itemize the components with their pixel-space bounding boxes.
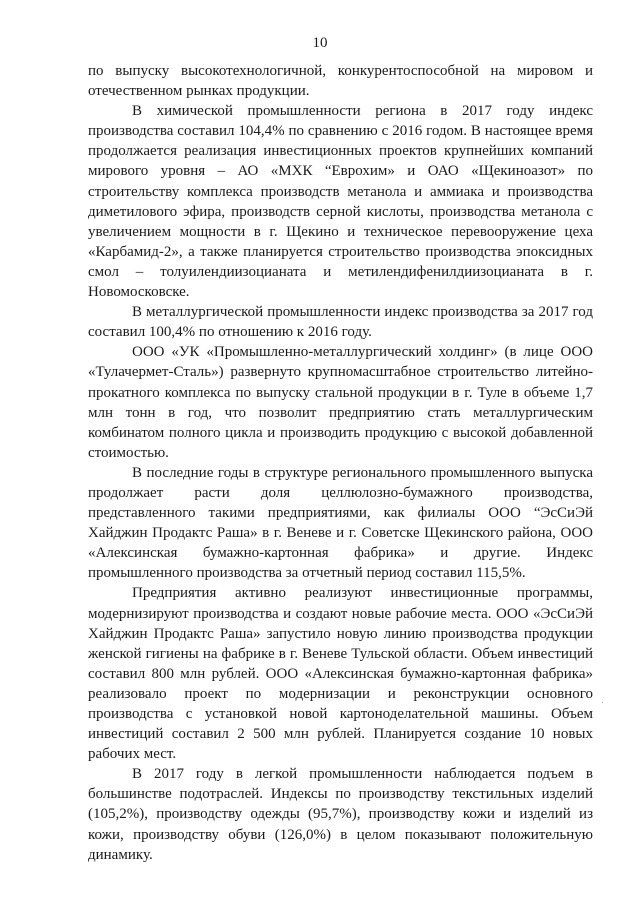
paragraph: В 2017 году в легкой промышленности наблюдается подъем в большинстве подотраслей. Индексы по производству текстильных изделий (105,2%), производству одежды (95,7%), производству кожи и изделий из кожи, производству обуви (126,0%) в целом показывают положительную динамику. bbox=[88, 766, 593, 863]
paragraph: В последние годы в структуре регионального промышленного выпуска продолжает расти доля целлюлозно-бумажного производства, представленного такими предприятиями, как филиалы ООО “ЭсСиЭй Хайджин Продактс Раша» в г. Веневе и г. Советске Щекинского района, ООО «Алексинская бумажно-картонная фабрика» и другие. Индекс промышленного производства за отчетный период составил 115,5%. bbox=[88, 464, 593, 582]
scan-artifact bbox=[602, 702, 603, 703]
paragraph: В химической промышленности региона в 2017 году индекс производства составил 104,4% по сравнению с 2016 годом. В настоящее время продолжается реализация инвестиционных проектов крупнейших компаний мирового уровня – АО «МХК “Еврохим» и ОАО «Щекиноазот» по строительству комплекса производств метанола и аммиака и производства диметилового эфира, производств серной кислоты, производства метанола с увеличением мощности в г. Щекино и техническое перевооружение цеха «Карбамид-2», а также планируется строительство производства эпоксидных смол – толуилендиизоцианата и метилендифенилдиизоцианата в г. Новомосковске. bbox=[88, 103, 593, 301]
paragraph: ООО «УК «Промышленно-металлургический холдинг» (в лице ООО «Тулачермет-Сталь») развернуто крупномасштабное строительство литейно-прокатного комплекса по выпуску стальной продукции в г. Туле в объеме 1,7 млн тонн в год, что позволит предприятию стать металлургическим комбинатом полного цикла и производить продукцию с высокой добавленной стоимостью. bbox=[88, 344, 593, 461]
page-number: 10 bbox=[312, 35, 328, 51]
paragraph: Предприятия активно реализуют инвестиционные программы, модернизируют производства и создают новые рабочие места. ООО «ЭсСиЭй Хайджин Продактс Раша» запустило новую линию производства продукции женской гигиены на фабрике в г. Веневе Тульской области. Объем инвестиций составил 800 млн рублей. ООО «Алексинская бумажно-картонная фабрика» реализовало проект по модернизации и реконструкции основного производства с установкой новой картоноделательной машины. Объем инвестиций составил 2 500 млн рублей. Планируется создание 10 новых рабочих мест. bbox=[88, 585, 593, 763]
document-body bbox=[88, 61, 593, 865]
paragraph: по выпуску высокотехнологичной, конкурентоспособной на мировом и отечественном рынках продукции. bbox=[88, 63, 593, 100]
paragraph: В металлургической промышленности индекс производства за 2017 год составил 100,4% по отношению к 2016 году. bbox=[88, 304, 593, 341]
